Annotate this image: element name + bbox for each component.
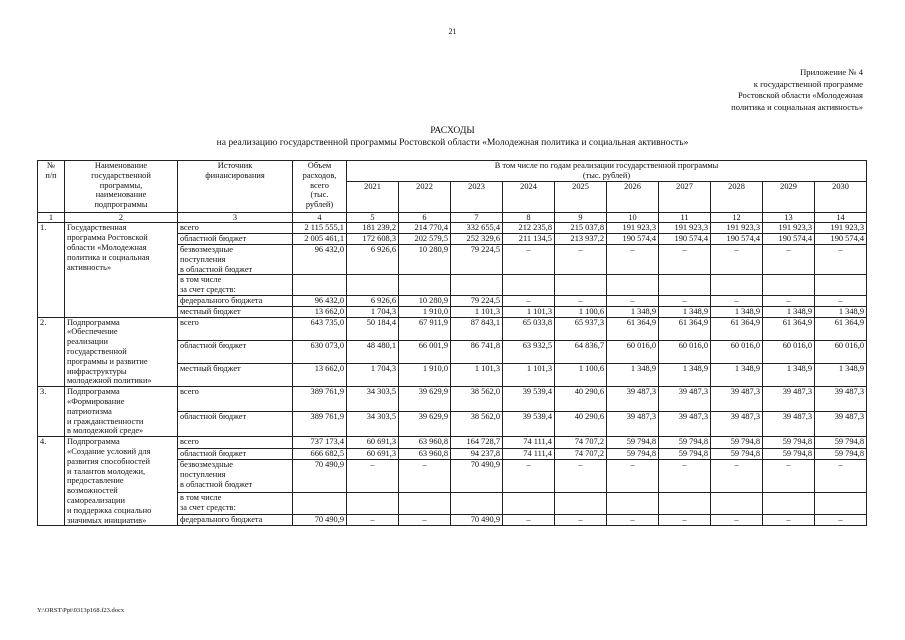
funding-source: всего [178,223,293,234]
table-row [38,437,867,449]
year-value: – [815,514,867,526]
year-value: 10 280,9 [399,295,451,306]
funding-source: областной бюджет [178,234,293,245]
year-value: 39 629,9 [399,412,451,437]
year-value [763,275,815,296]
year-value [815,492,867,514]
year-value: 1 101,3 [451,363,503,386]
year-value: 61 364,9 [763,317,815,340]
funding-source: в том числе за счет средств: [178,492,293,514]
year-value: 1 100,6 [555,363,607,386]
year-value: 191 923,3 [607,223,659,234]
header-row [38,161,867,182]
year-value: 59 794,8 [659,437,711,449]
year-value: – [555,244,607,274]
table-row [38,317,867,340]
year-value: 59 794,8 [815,448,867,460]
year-value: 60 691,3 [347,437,399,449]
year-value: 66 001,9 [399,340,451,363]
year-value: 79 224,5 [451,244,503,274]
year-value: 38 562,0 [451,387,503,412]
year-value: – [711,244,763,274]
column-number: 13 [763,212,815,223]
year-value: – [555,514,607,526]
total-value: 666 682,5 [293,448,347,460]
year-value [763,492,815,514]
program-name: Подпрограмма «Создание условий для развития способностей и талантов молодежи, предоставление возможностей самореализации и поддержка социально значимых инициатив» [65,437,178,526]
year-value: 1 101,3 [503,363,555,386]
year-value: – [555,295,607,306]
year-value: 39 487,3 [815,387,867,412]
column-number: 2 [65,212,178,223]
year-value: 50 184,4 [347,317,399,340]
header-year-2021: 2021 [347,181,399,212]
title-subheading: на реализацию государственной программы Ростовской области «Молодежная политика и социальная активность» [216,137,689,148]
header-year-2026: 2026 [607,181,659,212]
header-volume: Объем расходов, всего (тыс. рублей) [293,161,347,213]
year-value: – [659,514,711,526]
funding-source: федерального бюджета [178,514,293,526]
funding-source: областной бюджет [178,412,293,437]
total-value: 70 490,9 [293,460,347,493]
column-numbers-row [38,212,867,223]
header-year-2027: 2027 [659,181,711,212]
year-value: 1 101,3 [503,306,555,317]
header-year-2028: 2028 [711,181,763,212]
year-value: 61 364,9 [607,317,659,340]
year-value: 214 770,4 [399,223,451,234]
year-value: 60 691,3 [347,448,399,460]
year-value: 191 923,3 [711,223,763,234]
header-year-2030: 2030 [815,181,867,212]
year-value: – [763,514,815,526]
year-value: 40 290,6 [555,412,607,437]
column-number: 4 [293,212,347,223]
total-value: 2 115 555,1 [293,223,347,234]
header-year-2029: 2029 [763,181,815,212]
column-number: 14 [815,212,867,223]
year-value: 212 235,8 [503,223,555,234]
year-value: 1 348,9 [763,306,815,317]
funding-source: областной бюджет [178,340,293,363]
year-value: 61 364,9 [711,317,763,340]
year-value: 74 111,4 [503,448,555,460]
year-value: – [763,460,815,493]
year-value: 34 303,5 [347,387,399,412]
year-value: 1 910,0 [399,363,451,386]
file-path-footer: Y:\ORST\Ppi\0313p168.f23.docx [37,607,125,614]
year-value: – [659,460,711,493]
year-value: 39 487,3 [607,387,659,412]
total-value: 643 735,0 [293,317,347,340]
year-value: 191 923,3 [659,223,711,234]
year-value: 1 348,9 [659,306,711,317]
year-value [607,492,659,514]
year-value: 74 707,2 [555,437,607,449]
year-value: – [763,295,815,306]
header-year-2025: 2025 [555,181,607,212]
year-value [451,492,503,514]
appendix-line: Ростовской области «Молодежная [737,90,863,100]
year-value: 191 923,3 [815,223,867,234]
year-value [815,275,867,296]
year-value: – [347,514,399,526]
year-value: 39 487,3 [711,412,763,437]
year-value [659,492,711,514]
table-body [38,161,867,526]
year-value: 39 539,4 [503,412,555,437]
year-value: 60 016,0 [711,340,763,363]
year-value: 190 574,4 [815,234,867,245]
year-value: – [711,514,763,526]
year-value: 1 348,9 [607,306,659,317]
year-value [711,492,763,514]
year-value: 87 843,1 [451,317,503,340]
year-value [555,492,607,514]
row-number: 4. [38,437,65,526]
total-value: 70 490,9 [293,514,347,526]
year-value: 59 794,8 [607,448,659,460]
program-name: Подпрограмма «Формирование патриотизма и гражданственности в молодежной среде» [65,387,178,437]
year-value: 6 926,6 [347,244,399,274]
total-value: 2 005 461,1 [293,234,347,245]
total-value: 389 761,9 [293,387,347,412]
year-value: 39 539,4 [503,387,555,412]
year-value: 59 794,8 [815,437,867,449]
year-value: 10 280,9 [399,244,451,274]
year-value: 190 574,4 [711,234,763,245]
year-value: – [659,244,711,274]
title-heading: РАСХОДЫ [430,125,475,136]
year-value: 252 329,6 [451,234,503,245]
year-value [399,275,451,296]
year-value: 1 348,9 [659,363,711,386]
year-value [503,275,555,296]
year-value: 61 364,9 [815,317,867,340]
year-value: 63 932,5 [503,340,555,363]
funding-source: всего [178,317,293,340]
year-value [451,275,503,296]
year-value: 190 574,4 [607,234,659,245]
header-source: Источник финансирования [178,161,293,213]
year-value: 65 033,8 [503,317,555,340]
year-value: 211 134,5 [503,234,555,245]
header-years-group: В том числе по годам реализации государственной программы (тыс. рублей) [347,161,867,182]
total-value [293,492,347,514]
funding-source: всего [178,437,293,449]
funding-source: местный бюджет [178,306,293,317]
total-value [293,275,347,296]
program-name: Подпрограмма «Обеспечение реализации государственной программы и развитие инфраструктуры молодежной политики» [65,317,178,387]
year-value: 1 348,9 [711,306,763,317]
program-name: Государственная программа Ростовской области «Молодежная политика и социальная активность» [65,223,178,317]
year-value: 1 348,9 [815,363,867,386]
funding-source: местный бюджет [178,363,293,386]
row-number: 3. [38,387,65,437]
year-value: 61 364,9 [659,317,711,340]
column-number: 5 [347,212,399,223]
year-value: 39 487,3 [763,412,815,437]
year-value: – [399,460,451,493]
year-value: 39 487,3 [815,412,867,437]
funding-source: федерального бюджета [178,295,293,306]
year-value [347,492,399,514]
year-value: 172 608,3 [347,234,399,245]
year-value [503,492,555,514]
year-value: 1 348,9 [815,306,867,317]
year-value: 190 574,4 [763,234,815,245]
year-value: 1 704,3 [347,306,399,317]
year-value: 39 487,3 [711,387,763,412]
year-value: 48 480,1 [347,340,399,363]
column-number: 12 [711,212,763,223]
year-value [659,275,711,296]
year-value: 86 741,8 [451,340,503,363]
year-value: – [399,514,451,526]
column-number: 9 [555,212,607,223]
header-year-2022: 2022 [399,181,451,212]
year-value: 79 224,5 [451,295,503,306]
year-value: – [607,295,659,306]
funding-source: безвозмездные поступления в областной бюджет [178,460,293,493]
year-value: – [503,460,555,493]
total-value: 737 173,4 [293,437,347,449]
appendix-block [663,67,863,113]
column-number: 7 [451,212,503,223]
year-value: – [503,244,555,274]
funding-source: в том числе за счет средств: [178,275,293,296]
year-value: – [815,295,867,306]
table-row [38,387,867,412]
year-value: 39 487,3 [607,412,659,437]
year-value: 74 707,2 [555,448,607,460]
header-year-2024: 2024 [503,181,555,212]
header-year-2023: 2023 [451,181,503,212]
year-value: 59 794,8 [659,448,711,460]
year-value: – [607,460,659,493]
year-value: – [555,460,607,493]
year-value: 59 794,8 [763,437,815,449]
appendix-line: к государственной программе [753,78,863,89]
total-value: 389 761,9 [293,412,347,437]
row-number: 2. [38,317,65,387]
year-value: 94 237,8 [451,448,503,460]
total-value: 13 662,0 [293,306,347,317]
year-value: 164 728,7 [451,437,503,449]
year-value: – [503,514,555,526]
year-value: 1 910,0 [399,306,451,317]
column-number: 1 [38,212,65,223]
year-value: 1 348,9 [607,363,659,386]
year-value: 40 290,6 [555,387,607,412]
year-value: – [711,460,763,493]
page-number: 21 [448,27,457,36]
funding-source: безвозмездные поступления в областной бюджет [178,244,293,274]
total-value: 96 432,0 [293,295,347,306]
year-value: 191 923,3 [763,223,815,234]
appendix-line: Приложение № 4 [800,67,863,77]
year-value: 1 101,3 [451,306,503,317]
table-row [38,223,867,234]
year-value: 59 794,8 [711,448,763,460]
year-value: – [815,244,867,274]
year-value: 63 960,8 [399,448,451,460]
year-value [399,492,451,514]
year-value: 60 016,0 [659,340,711,363]
year-value: – [659,295,711,306]
total-value: 13 662,0 [293,363,347,386]
year-value: 39 487,3 [659,412,711,437]
year-value: – [503,295,555,306]
year-value: 6 926,6 [347,295,399,306]
year-value [607,275,659,296]
year-value: 59 794,8 [607,437,659,449]
year-value: 60 016,0 [763,340,815,363]
year-value: 64 836,7 [555,340,607,363]
year-value [711,275,763,296]
total-value: 630 073,0 [293,340,347,363]
year-value: 332 655,4 [451,223,503,234]
year-value: 202 579,5 [399,234,451,245]
year-value: 70 490,9 [451,514,503,526]
year-value: 190 574,4 [659,234,711,245]
total-value: 96 432,0 [293,244,347,274]
year-value: 67 911,9 [399,317,451,340]
year-value: 74 111,4 [503,437,555,449]
header-num: № п/п [38,161,65,213]
year-value: 1 704,3 [347,363,399,386]
column-number: 10 [607,212,659,223]
year-value: 38 562,0 [451,412,503,437]
year-value: 1 348,9 [763,363,815,386]
year-value: – [815,460,867,493]
year-value [347,275,399,296]
year-value: 59 794,8 [711,437,763,449]
year-value: 59 794,8 [763,448,815,460]
funding-source: всего [178,387,293,412]
year-value: 181 239,2 [347,223,399,234]
year-value: 65 937,3 [555,317,607,340]
year-value: 39 487,3 [659,387,711,412]
funding-source: областной бюджет [178,448,293,460]
year-value: – [347,460,399,493]
year-value: – [607,244,659,274]
year-value: 63 960,8 [399,437,451,449]
expenses-table [37,160,867,526]
column-number: 8 [503,212,555,223]
column-number: 3 [178,212,293,223]
year-value: 39 629,9 [399,387,451,412]
year-value: 215 037,8 [555,223,607,234]
year-value: 34 303,5 [347,412,399,437]
year-value: – [711,295,763,306]
column-number: 11 [659,212,711,223]
row-number: 1. [38,223,65,317]
year-value: 1 348,9 [711,363,763,386]
year-value [555,275,607,296]
year-value: 1 100,6 [555,306,607,317]
year-value: 60 016,0 [607,340,659,363]
year-value: – [607,514,659,526]
year-value: 39 487,3 [763,387,815,412]
column-number: 6 [399,212,451,223]
document-title [0,125,905,149]
header-name: Наименование государственной программы, наименование подпрограммы [65,161,178,213]
appendix-line: политика и социальная активность» [731,101,863,112]
year-value: 213 937,2 [555,234,607,245]
year-value: 60 016,0 [815,340,867,363]
year-value: 70 490,9 [451,460,503,493]
year-value: – [763,244,815,274]
